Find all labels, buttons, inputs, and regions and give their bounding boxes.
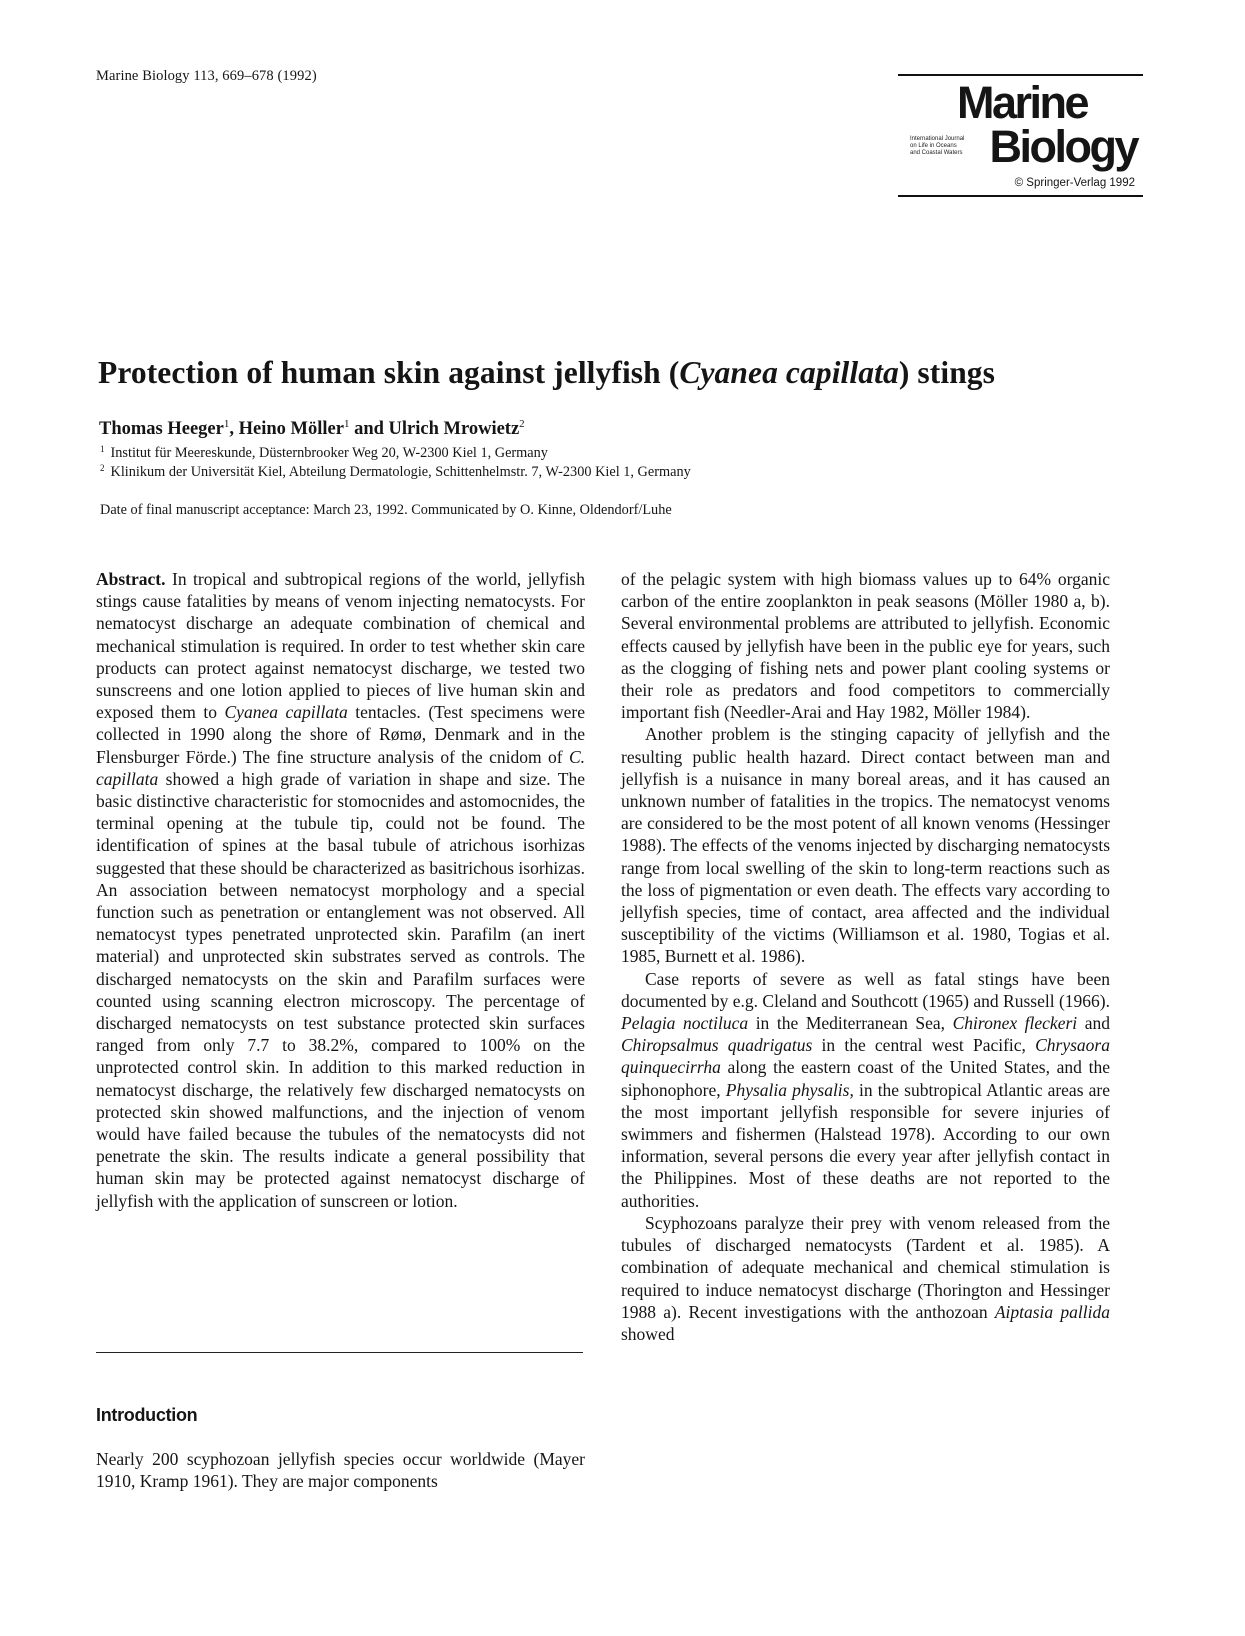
introduction-paragraph: Nearly 200 scyphozoan jellyfish species occur worldwide (Mayer 1910, Kramp 1961). They are major components (96, 1449, 585, 1492)
author-name: Thomas Heeger (99, 419, 224, 439)
body-text: Case reports of severe as well as fatal stings have been documented by e.g. Cleland and Southcott (1965) and Russell (1966). (621, 968, 1110, 1011)
title-species: Cyanea capillata (679, 355, 899, 390)
body-text: showed (621, 1323, 675, 1344)
author-affiliation-mark: 2 (519, 418, 525, 430)
copyright-notice: © Springer-Verlag 1992 (1014, 177, 1135, 189)
title-suffix: ) stings (898, 355, 996, 390)
body-paragraph: of the pelagic system with high biomass values up to 64% organic carbon of the entire zooplankton in peak seasons (Möller 1980 a, b). Several environmental problems are attributed to jellyfish. Economic effects caused by jellyfish have been in the public eye for years, such as the clogging of fishing nets and power plant cooling systems or their role as predators and food competitors to commercially important fish (Needler-Arai and Hay 1982, Möller 1984). (621, 569, 1110, 723)
body-text: along the eastern coast of the United States, and the siphonophore, (621, 1057, 1110, 1100)
abstract-paragraph (96, 568, 585, 1212)
affiliation-2 (100, 463, 691, 481)
body-text: in the Mediterranean Sea, (748, 1013, 953, 1034)
logo-tagline: International Journal on Life in Oceans and Coastal Waters (910, 136, 965, 156)
journal-logo (898, 74, 1143, 209)
body-text: in the subtropical Atlantic areas are the most important jellyfish responsible for severe injuries of swimmers and fishermen (Halstead 1978). According to our own information, several persons die every year after jellyfish contact in the Philippines. Most of these deaths are not reported to the authorities. (621, 1079, 1110, 1211)
species-name: Chironex fleckeri (952, 1013, 1078, 1034)
affiliation-text: Institut für Meereskunde, Düsternbrooker Weg 20, W-2300 Kiel 1, Germany (110, 445, 548, 461)
abstract-label: Abstract. (96, 569, 166, 589)
right-column (621, 568, 1110, 1345)
species-name: Physalia physalis, (725, 1079, 854, 1100)
affiliation-number: 2 (100, 463, 105, 473)
species-name: Aiptasia pallida (994, 1301, 1110, 1322)
body-text: and (1077, 1013, 1110, 1034)
author-list (99, 418, 525, 440)
author-name: Ulrich Mrowietz (388, 419, 520, 439)
abstract-text: In tropical and subtropical regions of the world, jellyfish stings cause fatalities by means of venom injecting nematocysts. For nematocyst discharge an adequate combination of chemical and mechanical stimulation is required. In order to test whether skin care products can protect against nematocyst discharge, we tested two sunscreens and one lotion applied to pieces of live human skin and exposed them to (96, 569, 585, 723)
logo-bottom-rule (898, 195, 1143, 197)
body-text: Scyphozoans paralyze their prey with venom released from the tubules of discharged nematocysts (Tardent et al. 1985). A combination of adequate mechanical and chemical stimulation is required to induce nematocyst discharge (Thorington and Hessinger 1988 a). Recent investigations with the anthozoan (621, 1212, 1110, 1322)
species-name: Chrysaora quinquecirrha (621, 1035, 1110, 1078)
body-paragraph: Another problem is the stinging capacity of jellyfish and the resulting public health hazard. Direct contact between man and jellyfish is a nuisance in many boreal areas, and it has caused an unknown number of fatalities in the tropics. The nematocyst venoms are considered to be the most potent of all known venoms (Hessinger 1988). The effects of the venoms injected by discharging nematocysts range from local swelling of the skin to long-term reactions such as the loss of pigmentation or even death. The effects vary according to jellyfish species, time of contact, area affected and the individual susceptibility of the victims (Williamson et al. 1980, Togias et al. 1985, Burnett et al. 1986). (621, 724, 1110, 967)
body-paragraph (621, 968, 1110, 1212)
author-affiliation-mark: 1 (223, 418, 230, 430)
left-column (96, 568, 585, 1212)
acceptance-note: Date of final manuscript acceptance: March 23, 1992. Communicated by O. Kinne, Oldendorf/Luhe (100, 502, 672, 518)
abstract-text: tentacles. (Test specimens were collected in 1990 along the shore of Rømø, Denmark and in the Flensburger Förde.) The fine structure analysis of the cnidom of (96, 702, 585, 767)
abstract-divider (96, 1352, 583, 1353)
body-paragraph (621, 1212, 1110, 1345)
journal-citation: Marine Biology 113, 669–678 (1992) (96, 68, 317, 84)
affiliation-text: Klinikum der Universität Kiel, Abteilung Dermatologie, Schittenhelmstr. 7, W-2300 Kiel 1, Germany (110, 464, 691, 480)
author-affiliation-mark: 1 (343, 418, 350, 430)
introduction-heading: Introduction (96, 1405, 198, 1425)
species-name: Chiropsalmus quadrigatus (621, 1035, 813, 1056)
species-name: C. capillata (96, 746, 585, 789)
author-separator: and (349, 419, 389, 439)
affiliation-number: 1 (100, 444, 105, 454)
species-name: Cyanea capillata (224, 702, 348, 723)
author-separator: , (229, 419, 239, 439)
author-name: Heino Möller (238, 419, 344, 439)
abstract-text: showed a high grade of variation in shape and size. The basic distinctive characteristic for stomocnides and astomocnides, the terminal opening at the tubule tip, could not be found. The identification of spines at the basal tubule of atrichous isorhizas suggested that these should be characterized as basitrichous isorhizas. An association between nematocyst morphology and a special function such as penetration or entanglement was not observed. All nematocyst types penetrated unprotected skin. Parafilm (an inert material) and unprotected skin substrates served as controls. The discharged nematocysts on the skin and Parafilm surfaces were counted using scanning electron microscopy. The percentage of discharged nematocysts on test substance protected skin surfaces ranged from only 7.7 to 38.2%, compared to 100% on the unprotected control skin. In addition to this marked reduction in nematocyst discharge, the relatively few discharged nematocysts on protected skin showed malfunctions, and the injection of venom would have failed because the tubules of the nematocysts did not penetrate the skin. The results indicate a general possibility that human skin may be protected against nematocyst discharge of jellyfish with the application of sunscreen or lotion. (96, 768, 585, 1211)
logo-word-marine: Marine (956, 77, 1087, 128)
title-prefix: Protection of human skin against jellyfish ( (98, 355, 680, 390)
logo-word-biology: Biology (989, 121, 1137, 172)
logo-top-rule (898, 74, 1143, 76)
affiliation-1 (100, 444, 548, 462)
body-text: in the central west Pacific, (812, 1035, 1036, 1056)
paper-title (98, 355, 995, 391)
species-name: Pelagia noctiluca (621, 1013, 749, 1034)
